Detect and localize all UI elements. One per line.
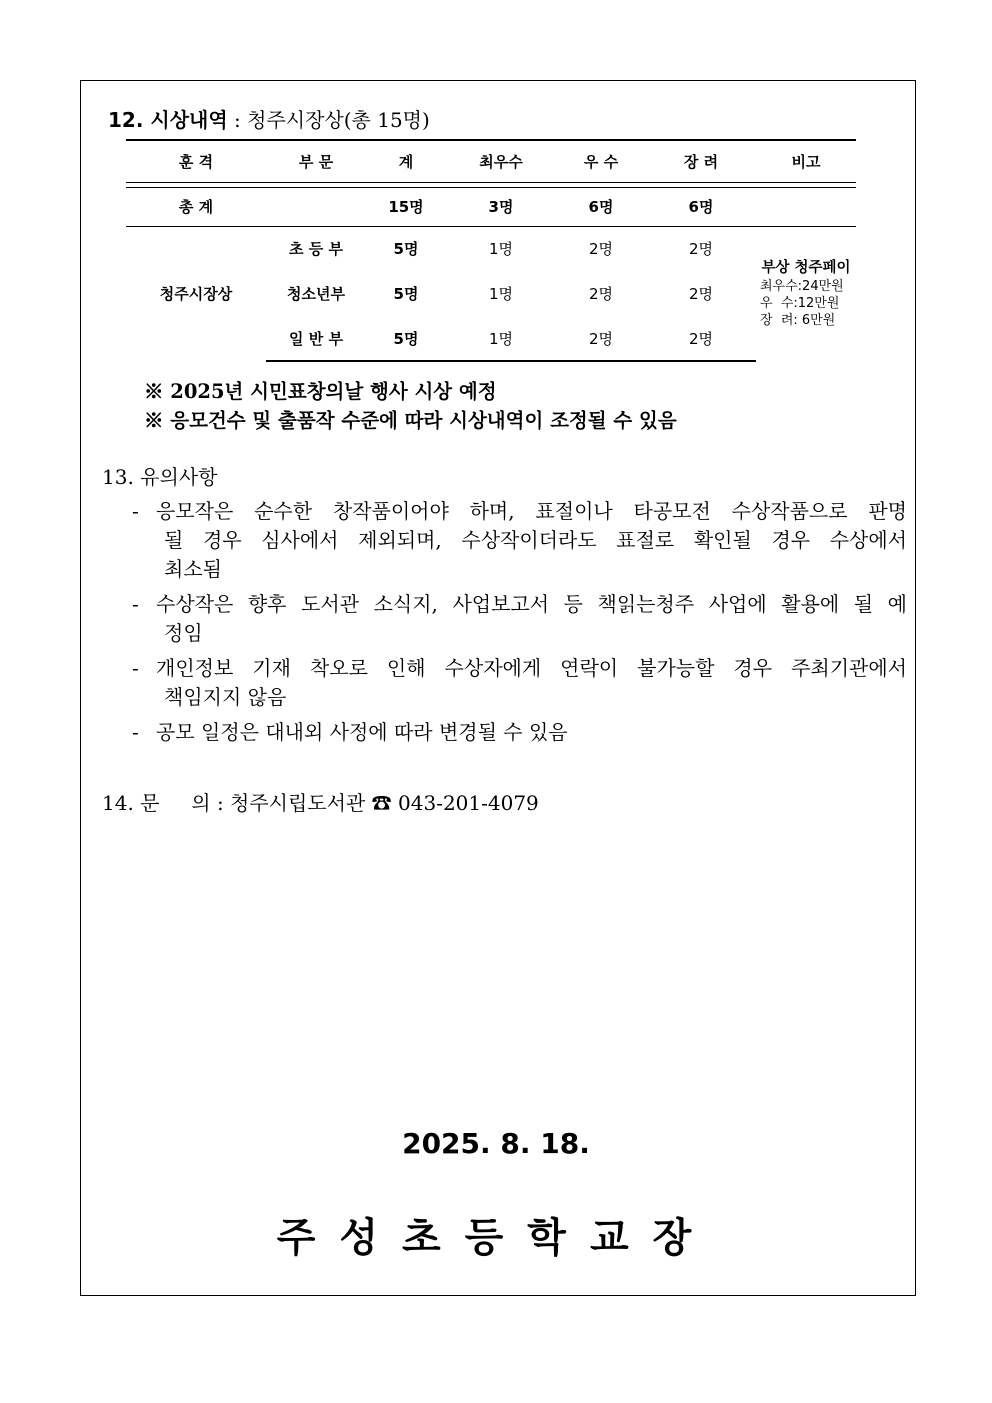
total-excellent: 6명 <box>556 187 646 226</box>
sum-cell: 5명 <box>366 316 446 361</box>
section-14-heading: 14. 문 의 <box>102 791 211 815</box>
notice-text: 정임 <box>164 621 203 645</box>
prize-note-line: 장 려: 6만원 <box>760 313 836 329</box>
award-table-header <box>126 140 856 182</box>
notice-text: 공모 일정은 대내외 사정에 따라 변경될 수 있음 <box>156 720 568 744</box>
encouragement-cell: 2명 <box>688 285 714 303</box>
prize-note-line: 우 수:12만원 <box>760 296 840 312</box>
encouragement-cell: 2명 <box>688 240 714 259</box>
issuer-name: 주성초등학교장 <box>276 1215 716 1261</box>
sum-cell: 5명 <box>393 240 419 259</box>
document-date: 2025. 8. 18. <box>402 1127 590 1160</box>
sum-cell: 5명 <box>393 285 419 303</box>
notice-item: - 개인정보 기재 착오로 인해 수상자에게 연락이 불가능할 경우 주최기관에서 책임지지 않음 <box>132 654 907 712</box>
header-cell: 부 문 <box>266 140 366 182</box>
contact-org: 청주시립도서관 <box>230 791 366 815</box>
division-cell: 일 반 부 <box>266 316 366 361</box>
header-cell: 훈 격 <box>126 140 266 182</box>
top-cell: 1명 <box>488 285 514 303</box>
notice-text: 될 경우 심사에서 제외되며, 수상작이더라도 표절로 확인될 경우 수상에서 <box>164 528 907 552</box>
award-table <box>126 139 856 362</box>
total-row <box>126 187 856 226</box>
excellent-cell: 2명 <box>556 316 646 361</box>
prize-note-title: 부상 청주페이 <box>761 260 851 277</box>
total-sum: 15명 <box>366 187 446 226</box>
section-12-text: 청주시장상(총 15명) <box>247 108 430 132</box>
total-encouragement: 6명 <box>646 187 756 226</box>
top-cell: 1명 <box>488 240 514 259</box>
section-14-separator: : <box>210 791 231 815</box>
notice-text: 수상작은 향후 도서관 소식지, 사업보고서 등 책읽는청주 사업에 활용에 될 예 <box>156 592 907 616</box>
header-cell: 비고 <box>756 140 856 182</box>
excellent-cell: 2명 <box>588 240 614 259</box>
notice-item: - 공모 일정은 대내외 사정에 따라 변경될 수 있음 <box>132 718 907 747</box>
section-14-line <box>102 787 539 816</box>
notice-text: 최소됨 <box>164 557 222 581</box>
notice-item: - 수상작은 향후 도서관 소식지, 사업보고서 등 책읽는청주 사업에 활용에 될 예 정임 <box>132 590 907 648</box>
notice-text: 책임지지 않음 <box>164 685 287 709</box>
division-cell: 청소년부 <box>287 285 345 303</box>
prize-note-line: 최우수:24만원 <box>760 279 844 295</box>
division-cell: 초 등 부 <box>289 240 343 259</box>
notice-text: 개인정보 기재 착오로 인해 수상자에게 연락이 불가능할 경우 주최기관에서 <box>156 656 907 680</box>
section-13-heading: 13. 유의사항 <box>102 465 218 489</box>
notice-item: - 응모작은 순수한 창작품이어야 하며, 표절이나 타공모전 수상작품으로 판명 될 경우 심사에서 제외되며, 수상작이더라도 표절로 확인될 경우 수상에서 최소됨 <box>132 497 907 584</box>
encouragement-cell: 2명 <box>646 316 756 361</box>
header-cell: 최우수 <box>446 140 556 182</box>
table-note: ※ 응모건수 및 출품작 수준에 따라 시상내역이 조정될 수 있음 <box>144 409 677 432</box>
table-row <box>126 226 856 271</box>
notice-text: 응모작은 순수한 창작품이어야 하며, 표절이나 타공모전 수상작품으로 판명 <box>156 499 907 523</box>
contact-phone: 043-201-4079 <box>398 791 539 815</box>
top-cell: 1명 <box>446 316 556 361</box>
award-name: 청주시장상 <box>159 285 233 304</box>
total-label: 총 계 <box>126 187 266 226</box>
header-cell: 계 <box>366 140 446 182</box>
total-top: 3명 <box>446 187 556 226</box>
telephone-icon: ☎ <box>371 791 392 815</box>
section-12-heading: 12. 시상내역 <box>108 108 228 132</box>
section-12-separator: : <box>227 108 248 132</box>
section-12-line <box>108 104 430 133</box>
excellent-cell: 2명 <box>588 285 614 303</box>
header-cell: 장 려 <box>646 140 756 182</box>
table-note: ※ 2025년 시민표창의날 행사 시상 예정 <box>144 380 497 403</box>
header-cell: 우 수 <box>556 140 646 182</box>
prize-note <box>756 226 856 361</box>
